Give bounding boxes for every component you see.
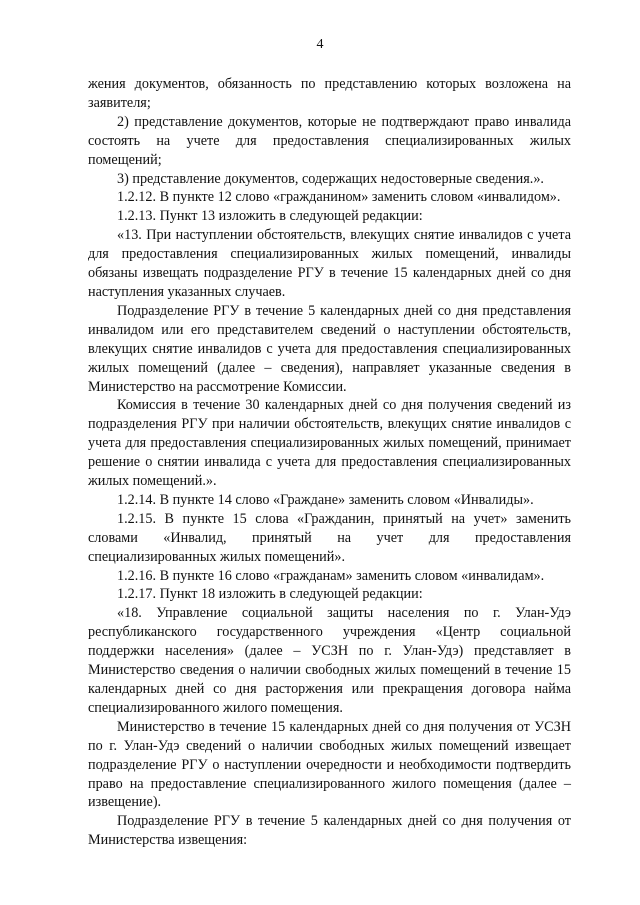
paragraph: 1.2.14. В пункте 14 слово «Граждане» заменить словом «Инвалиды». — [117, 491, 534, 508]
paragraph: Комиссия в течение 30 календарных дней со дня получения сведений из подразделения РГУ при наличии обстоятельств, влекущих снятие инвалидов с учета для предоставления специализированных жилых помещений, принимает решение о снятии инвалида с учета для предоставления специализированных жилых помещений.». — [88, 397, 571, 490]
paragraph: 1.2.17. Пункт 18 изложить в следующей редакции: — [117, 586, 423, 603]
paragraph: «13. При наступлении обстоятельств, влекущих снятие инвалидов с учета для предоставления специализированных жилых помещений, инвалиды обязаны извещать подразделение РГУ в течение 15 календарных дней со дня наступления указанных случаев. — [88, 227, 571, 300]
document-body — [88, 75, 571, 850]
paragraph: 2) представление документов, которые не подтверждают право инвалида состоять на учете для предоставления специализированных жилых помещений; — [88, 113, 571, 168]
paragraph: 1.2.15. В пункте 15 слова «Гражданин, принятый на учет» заменить словами «Инвалид, принятый на учет для предоставления специализированных жилых помещений». — [88, 510, 571, 565]
paragraph: 3) представление документов, содержащих недостоверные сведения.». — [117, 170, 544, 187]
page-number: 4 — [316, 37, 324, 52]
paragraph: Министерство в течение 15 календарных дней со дня получения от УСЗН по г. Улан-Удэ сведений о наличии свободных жилых помещений извещает подразделение РГУ о наступлении очередности и необходимости подтвердить право на предоставление специализированного жилого помещения (далее – извещение). — [88, 718, 571, 811]
paragraph: 1.2.16. В пункте 16 слово «гражданам» заменить словом «инвалидам». — [117, 567, 545, 584]
paragraph: 1.2.12. В пункте 12 слово «гражданином» заменить словом «инвалидом». — [117, 189, 561, 206]
paragraph: Подразделение РГУ в течение 5 календарных дней со дня представления инвалидом или его представителем сведений о наступлении обстоятельств, влекущих снятие инвалидов с учета для предоставления специализированных жилых помещений (далее – сведения), направляет указанные сведения в Министерство на рассмотрение Комиссии. — [88, 302, 571, 395]
paragraph: Подразделение РГУ в течение 5 календарных дней со дня получения от Министерства извещения: — [88, 813, 571, 849]
paragraph: «18. Управление социальной защиты населения по г. Улан-Удэ республиканского государственного учреждения «Центр социальной поддержки населения» (далее – УСЗН по г. Улан-Удэ) представляет в Министерство сведения о наличии свободных жилых помещений в течение 15 календарных дней со дня расторжения или прекращения договора найма специализированного жилого помещения. — [88, 605, 571, 716]
paragraph: 1.2.13. Пункт 13 изложить в следующей редакции: — [117, 208, 423, 225]
paragraph: жения документов, обязанность по представлению которых возложена на заявителя; — [88, 76, 571, 111]
